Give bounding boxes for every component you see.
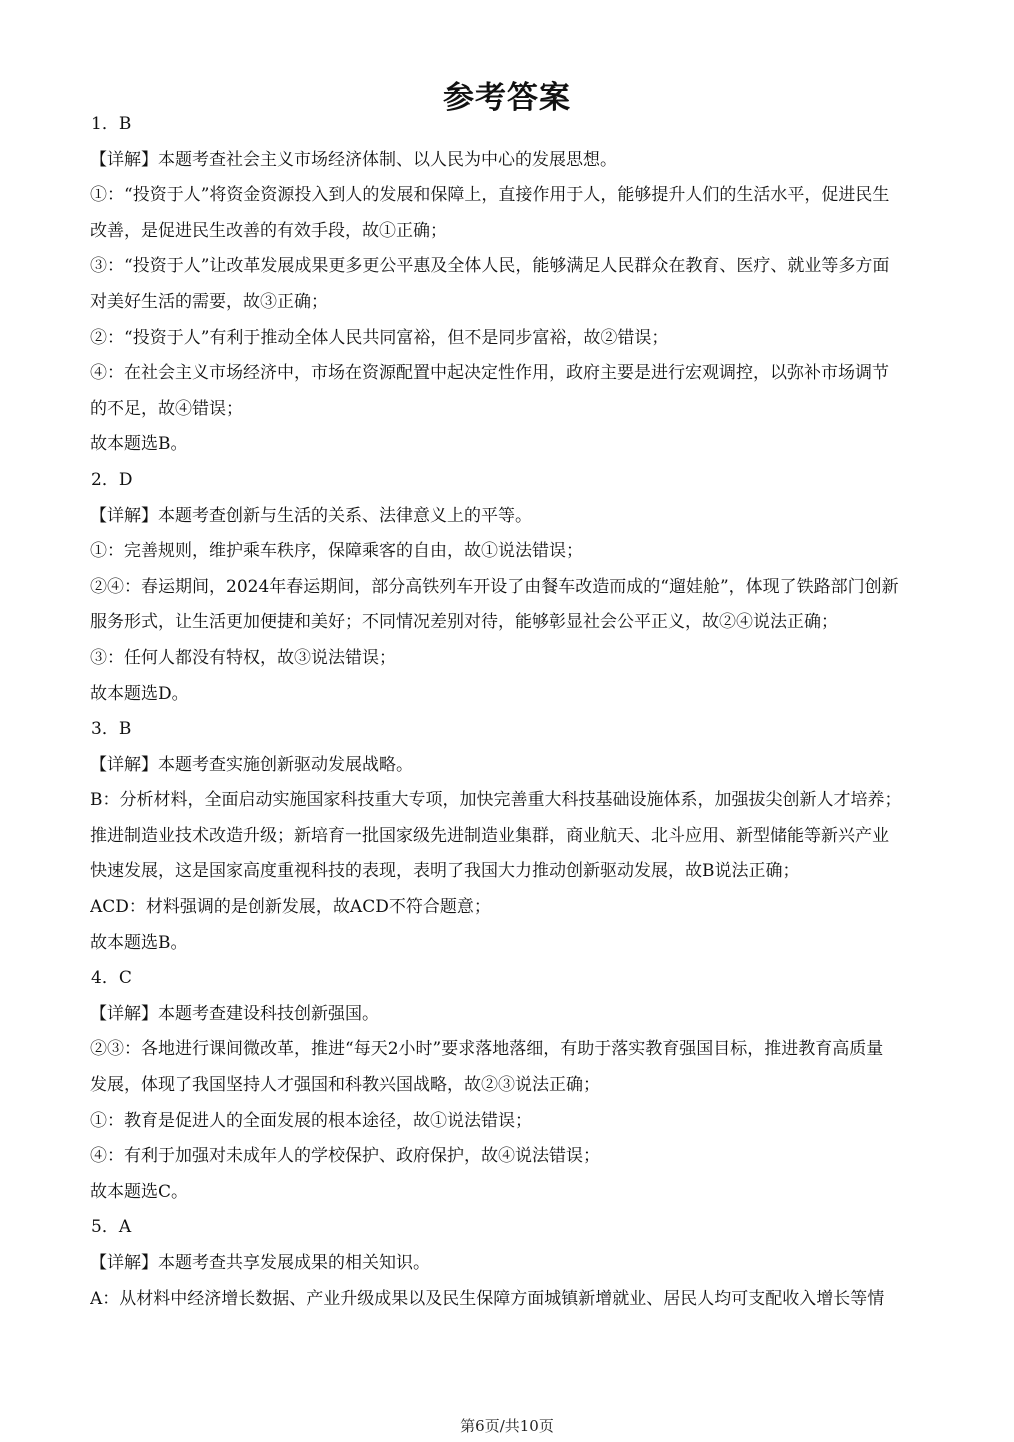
- text-line: 推进制造业技术改造升级；新培育一批国家级先进制造业集群，商业航天、北斗应用、新型储能等新兴产业: [90, 825, 889, 846]
- text-line: ACD：材料强调的是创新发展，故ACD不符合题意；: [90, 897, 491, 918]
- text-line: ②④：春运期间，2024年春运期间，部分高铁列车开设了由餐车改造而成的“遛娃舱”，体现了铁路部门创新: [90, 576, 899, 597]
- answer-content: [90, 107, 936, 1317]
- text-line: ③：任何人都没有特权，故③说法错误；: [90, 647, 396, 668]
- question-number: 5．A: [91, 1217, 132, 1238]
- text-line: 【详解】本题考查建设科技创新强国。: [90, 1003, 379, 1024]
- question-number: 4．C: [91, 968, 132, 989]
- text-line: 快速发展，这是国家高度重视科技的表现，表明了我国大力推动创新驱动发展，故B说法正确；: [90, 861, 800, 882]
- text-line: 【详解】本题考查社会主义市场经济体制、以人民为中心的发展思想。: [90, 149, 617, 170]
- text-line: 故本题选D。: [90, 683, 189, 704]
- text-line: 对美好生活的需要，故③正确；: [90, 291, 328, 312]
- text-line: 故本题选C。: [90, 1181, 189, 1202]
- text-line: ①：教育是促进人的全面发展的根本途径，故①说法错误；: [90, 1110, 532, 1131]
- page-title: 参考答案: [443, 80, 571, 116]
- text-line: 服务形式，让生活更加便捷和美好；不同情况差别对待，能够彰显社会公平正义，故②④说法正确；: [90, 612, 838, 633]
- text-line: 改善，是促进民生改善的有效手段，故①正确；: [90, 220, 447, 241]
- text-line: ①：“投资于人”将资金资源投入到人的发展和保障上，直接作用于人，能够提升人们的生活水平，促进民生: [90, 185, 890, 206]
- text-line: ②③：各地进行课间微改革，推进“每天2小时”要求落地落细，有助于落实教育强国目标，推进教育高质量: [90, 1039, 884, 1060]
- page-footer: 第6页/共10页: [460, 1417, 554, 1435]
- text-line: ②：“投资于人”有利于推动全体人民共同富裕，但不是同步富裕，故②错误；: [90, 327, 669, 348]
- text-line: B：分析材料，全面启动实施国家科技重大专项，加快完善重大科技基础设施体系，加强拔尖创新人才培养；: [90, 790, 902, 811]
- question-number: 1．B: [91, 114, 132, 134]
- text-line: A：从材料中经济增长数据、产业升级成果以及民生保障方面城镇新增就业、居民人均可支配收入增长等情: [90, 1288, 885, 1309]
- text-line: 的不足，故④错误；: [90, 398, 243, 419]
- text-line: ④：有利于加强对未成年人的学校保护、政府保护，故④说法错误；: [90, 1146, 600, 1167]
- question-number: 2．D: [91, 469, 133, 490]
- text-line: 故本题选B。: [90, 434, 188, 455]
- text-line: ③：“投资于人”让改革发展成果更多更公平惠及全体人民，能够满足人民群众在教育、医疗、就业等多方面: [90, 256, 890, 277]
- text-line: 【详解】本题考查实施创新驱动发展战略。: [90, 754, 413, 775]
- text-line: 发展，体现了我国坚持人才强国和科教兴国战略，故②③说法正确；: [90, 1075, 600, 1096]
- text-line: 【详解】本题考查共享发展成果的相关知识。: [90, 1253, 430, 1273]
- text-line: 故本题选B。: [90, 932, 188, 953]
- question-number: 3．B: [91, 719, 132, 740]
- text-line: ④：在社会主义市场经济中，市场在资源配置中起决定性作用，政府主要是进行宏观调控，以弥补市场调节: [90, 363, 889, 384]
- text-line: ①：完善规则，维护乘车秩序，保障乘客的自由，故①说法错误；: [90, 541, 583, 562]
- text-line: 【详解】本题考查创新与生活的关系、法律意义上的平等。: [90, 505, 532, 526]
